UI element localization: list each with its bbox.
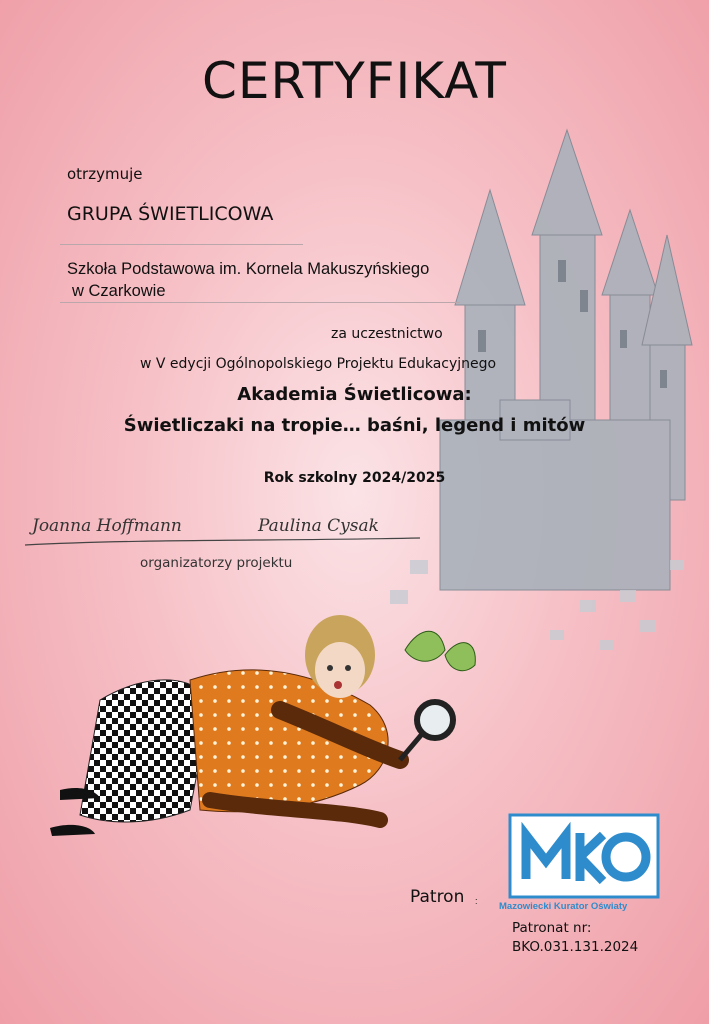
certificate-title: CERTYFIKAT [202, 52, 507, 110]
signatures [20, 505, 430, 555]
program-title-line-2: Świetliczaki na tropie… baśni, legend i mitów [123, 415, 586, 436]
svg-text:Paulina Cysak: Paulina Cysak [258, 516, 379, 536]
patronage-number: BKO.031.131.2024 [512, 939, 639, 955]
edition-line: w V edycji Ogólnopolskiego Projektu Edukacyjnego [140, 356, 497, 372]
girl-with-magnifier-illustration [40, 610, 480, 850]
received-label: otrzymuje [67, 165, 143, 183]
participation-label: za uczestnictwo [331, 326, 443, 342]
svg-text:Joanna Hoffmann: Joanna Hoffmann [32, 516, 182, 536]
school-year: Rok szkolny 2024/2025 [263, 470, 446, 486]
recipient-underline [60, 244, 303, 245]
logo-caption: Mazowiecki Kurator Oświaty [499, 901, 628, 912]
recipient-name: GRUPA ŚWIETLICOWA [67, 203, 274, 225]
program-title-line-1: Akademia Świetlicowa: [237, 384, 472, 405]
organizers-label: organizatorzy projektu [140, 555, 293, 571]
school-underline [60, 302, 460, 303]
school-line-1: Szkoła Podstawowa im. Kornela Makuszyńskiego [67, 260, 430, 278]
patron-label: Patron [410, 887, 465, 907]
patron-punctuation: : [475, 896, 478, 906]
school-line-2: w Czarkowie [72, 282, 166, 300]
patronage-label: Patronat nr: [512, 920, 592, 936]
mko-logo [508, 813, 660, 899]
